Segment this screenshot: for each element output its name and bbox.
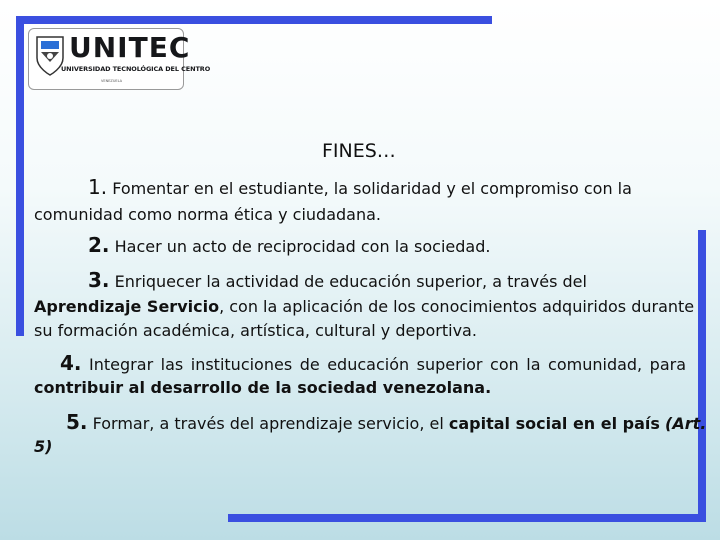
item-1-number: 1. bbox=[88, 175, 108, 199]
item-5-italic-a: (Art. bbox=[665, 414, 707, 433]
list-item-3-cont bbox=[34, 297, 695, 317]
item-5-bold: capital social en el país bbox=[448, 414, 660, 433]
frame-left-bar bbox=[16, 16, 24, 336]
item-4-number: 4. bbox=[60, 351, 82, 375]
logo-small-text: VENEZUELA bbox=[101, 79, 123, 83]
list-item-2 bbox=[88, 235, 658, 257]
item-5-italic-b: 5) bbox=[34, 437, 53, 456]
logo-subtitle: UNIVERSIDAD TECNOLÓGICA DEL CENTRO bbox=[61, 65, 211, 73]
item-3-number: 3. bbox=[88, 268, 110, 292]
item-3-text-a: Enriquecer la actividad de educación superior, a través del bbox=[114, 272, 587, 291]
item-5-text-a: Formar, a través del aprendizaje servicio, el bbox=[92, 414, 444, 433]
list-item-3 bbox=[88, 270, 658, 292]
list-item-5-cont bbox=[34, 437, 694, 457]
list-item-4-cont bbox=[34, 378, 694, 398]
item-3-text-c: su formación académica, artística, cultural y deportiva. bbox=[34, 321, 477, 340]
item-3-bold: Aprendizaje Servicio bbox=[34, 297, 220, 316]
item-3-text-b: , con la aplicación de los conocimientos adquiridos durante bbox=[219, 297, 695, 316]
unitec-logo bbox=[28, 28, 211, 90]
list-item-5 bbox=[66, 410, 707, 434]
page-title: FINES… bbox=[322, 140, 396, 162]
list-item-3-cont2 bbox=[34, 321, 694, 341]
frame-bottom-bar bbox=[228, 514, 706, 522]
list-item-1-cont bbox=[34, 205, 694, 225]
logo-wordmark: UNITEC bbox=[69, 31, 191, 64]
item-2-number: 2. bbox=[88, 233, 110, 257]
list-item-1 bbox=[88, 177, 658, 199]
frame-top-bar bbox=[16, 16, 492, 24]
frame-right-bar bbox=[698, 230, 706, 522]
item-1-text-b: comunidad como norma ética y ciudadana. bbox=[34, 205, 381, 224]
item-4-text-a: Integrar las instituciones de educación superior con la comunidad, para bbox=[89, 355, 687, 374]
item-2-text: Hacer un acto de reciprocidad con la sociedad. bbox=[114, 237, 491, 256]
list-item-4 bbox=[60, 353, 686, 375]
item-5-number: 5. bbox=[66, 410, 88, 434]
item-4-bold: contribuir al desarrollo de la sociedad venezolana. bbox=[34, 378, 492, 397]
item-1-text-a: Fomentar en el estudiante, la solidaridad y el compromiso con la bbox=[112, 179, 632, 198]
